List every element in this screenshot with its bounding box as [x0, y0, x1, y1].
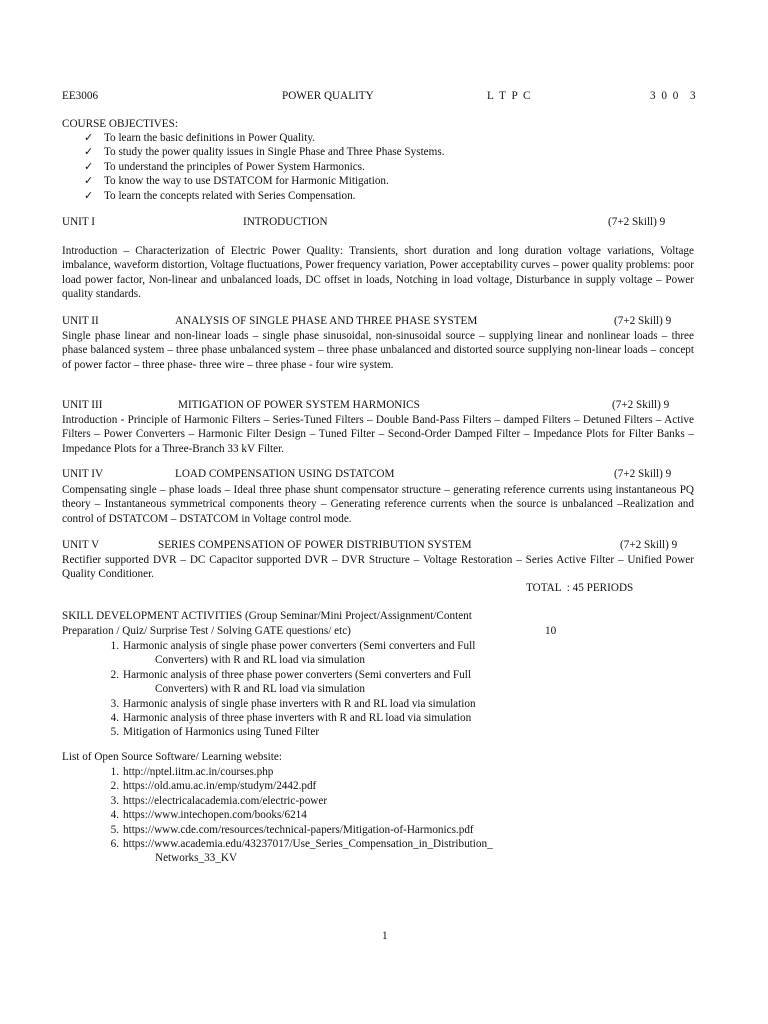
objective-item: ✓ To understand the principles of Power System Harmonics. [84, 160, 365, 173]
resource-item: 3. https://electricalacademia.com/electric-power [110, 794, 328, 807]
unit-2-label: UNIT II [62, 315, 99, 327]
resource-link-continuation[interactable]: Networks_33_KV [155, 852, 238, 865]
resource-link[interactable]: https://electricalacademia.com/electric-power [123, 794, 328, 807]
skill-hours: 10 [545, 625, 557, 637]
skill-item: 3. Harmonic analysis of single phase inverters with R and RL load via simulation [110, 697, 476, 710]
unit-3-body: Introduction - Principle of Harmonic Filters – Series-Tuned Filters – Double Band-Pass Filters – damped Filters – Detuned Filters – Active Filters – Power Converters – Harmonic Filter Design – Tuned Filter – Second-Order Damped Filter – Impedance Plots for Filter Banks – Impedance Plots for a Three-Branch 33 kV Filter. [62, 414, 694, 455]
objective-item: ✓ To learn the concepts related with Series Compensation. [84, 189, 356, 202]
unit-4-hours: (7+2 Skill) 9 [614, 468, 672, 480]
checkmark-icon: ✓ [84, 175, 94, 188]
resource-link[interactable]: http://nptel.iitm.ac.in/courses.php [123, 766, 274, 778]
unit-3-hours: (7+2 Skill) 9 [612, 399, 670, 411]
resource-item: 4. https://www.intechopen.com/books/6214 [110, 809, 307, 822]
unit-4-label: UNIT IV [62, 468, 104, 480]
course-code: EE3006 [62, 90, 99, 102]
ltpc-values: 3 0 0 3 [650, 90, 696, 102]
unit-5-body: Rectifier supported DVR – DC Capacitor supported DVR – DVR Structure – Voltage Restoration – Series Active Filter – Unified Power Quality Conditioner. [62, 554, 694, 581]
checkmark-icon: ✓ [84, 146, 94, 159]
resource-item: 1. http://nptel.iitm.ac.in/courses.php [110, 766, 274, 778]
unit-2-body: Single phase linear and non-linear loads – single phase sinusoidal, non-sinusoidal source – supplying linear and nonlinear loads – three phase balanced system – three phase unbalanced system – three phase unbalanced and distorted source supplying non-linear loads – concept of power factor – three phase- three wire – three phase - four wire system. [62, 330, 694, 371]
skill-heading-line1: SKILL DEVELOPMENT ACTIVITIES (Group Seminar/Mini Project/Assignment/Content [62, 610, 472, 622]
resource-link[interactable]: https://www.intechopen.com/books/6214 [123, 809, 307, 822]
unit-2-title: ANALYSIS OF SINGLE PHASE AND THREE PHASE SYSTEM [175, 315, 478, 327]
skill-heading-line2: Preparation / Quiz/ Surprise Test / Solving GATE questions/ etc) [62, 625, 351, 637]
resource-item: 5. https://www.cde.com/resources/technical-papers/Mitigation-of-Harmonics.pdf [110, 823, 474, 836]
resource-link[interactable]: https://www.academia.edu/43237017/Use_Series_Compensation_in_Distribution_ [123, 838, 493, 851]
resources-list [62, 765, 493, 866]
checkmark-icon: ✓ [84, 189, 94, 202]
objectives-list [62, 131, 445, 203]
ltpc-label: L T P C [487, 90, 531, 102]
unit-2-hours: (7+2 Skill) 9 [614, 315, 672, 327]
course-title: POWER QUALITY [282, 90, 374, 102]
unit-1-hours: (7+2 Skill) 9 [608, 216, 666, 228]
unit-4-body: Compensating single – phase loads – Ideal three phase shunt compensator structure – generating reference currents using instantaneous PQ theory – Instantaneous symmetrical components theory – Generating reference currents when the source is unbalanced –Realization and control of DSTATCOM – DSTATCOM in Voltage control mode. [62, 484, 694, 525]
unit-5-hours: (7+2 Skill) 9 [620, 539, 678, 551]
checkmark-icon: ✓ [84, 160, 94, 173]
unit-1-title: INTRODUCTION [243, 216, 328, 228]
skill-item: 2. Harmonic analysis of three phase power converters (Semi converters and Full Converters) with R and RL load via simulation [110, 668, 471, 696]
checkmark-icon: ✓ [84, 132, 94, 144]
objective-item: ✓ To know the way to use DSTATCOM for Harmonic Mitigation. [84, 175, 389, 188]
objectives-heading: COURSE OBJECTIVES: [62, 118, 178, 130]
unit-5-title: SERIES COMPENSATION OF POWER DISTRIBUTION SYSTEM [158, 539, 472, 551]
unit-3-label: UNIT III [62, 399, 103, 411]
unit-1-label: UNIT I [62, 216, 96, 228]
total-periods: TOTAL : 45 PERIODS [526, 582, 634, 594]
skill-item: 5. Mitigation of Harmonics using Tuned Filter [110, 726, 320, 739]
skill-item: 1. Harmonic analysis of single phase power converters (Semi converters and Full Converters) with R and RL load via simulation [110, 640, 476, 667]
objective-item: ✓ To study the power quality issues in Single Phase and Three Phase Systems. [84, 146, 445, 159]
resources-heading: List of Open Source Software/ Learning website: [62, 751, 282, 763]
resource-link[interactable]: https://old.amu.ac.in/emp/studym/2442.pdf [123, 780, 317, 793]
resource-item: 6. https://www.academia.edu/43237017/Use_Series_Compensation_in_Distribution_ Networks_33_KV [62, 837, 493, 866]
unit-5-label: UNIT V [62, 539, 100, 551]
skill-item: 4. Harmonic analysis of three phase inverters with R and RL load via simulation [110, 712, 472, 725]
skill-list [62, 639, 476, 740]
objective-item: ✓ To learn the basic definitions in Power Quality. [84, 132, 316, 144]
resource-item: 2. https://old.amu.ac.in/emp/studym/2442.pdf [110, 780, 317, 793]
resource-link[interactable]: https://www.cde.com/resources/technical-papers/Mitigation-of-Harmonics.pdf [123, 823, 474, 836]
unit-3-title: MITIGATION OF POWER SYSTEM HARMONICS [178, 399, 420, 411]
unit-1-body: Introduction – Characterization of Electric Power Quality: Transients, short duration and long duration voltage variations, Voltage imbalance, waveform distortion, Voltage fluctuations, Power frequency variation, Power acceptability curves – power quality problems: poor load power factor, Non-linear and unbalanced loads, DC offset in loads, Notching in load voltage, Disturbance in supply voltage – Power quality standards. [62, 245, 694, 301]
page-number: 1 [382, 930, 388, 942]
unit-4-title: LOAD COMPENSATION USING DSTATCOM [175, 468, 395, 480]
